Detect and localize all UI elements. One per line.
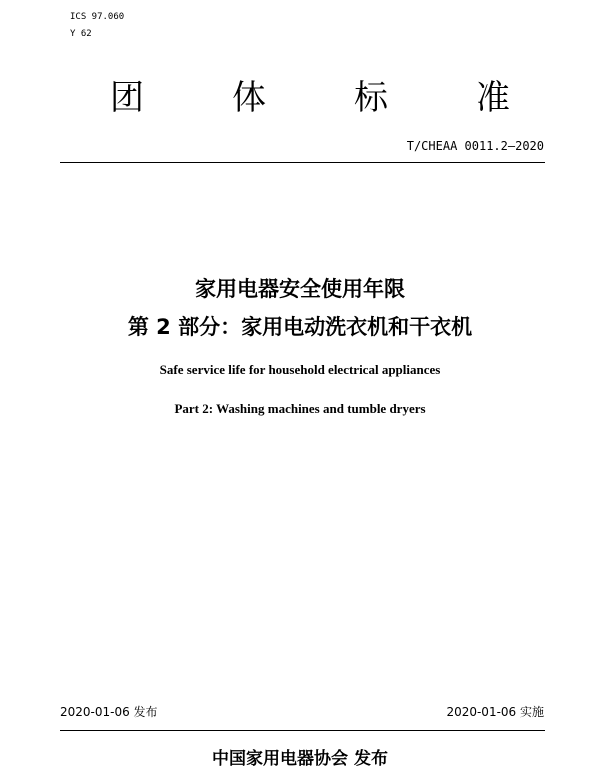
issue-date: 2020-01-06 发布: [60, 705, 158, 719]
top-divider: [60, 162, 545, 163]
title-english-line-1: Safe service life for household electrical appliances: [159, 362, 441, 377]
standard-type-heading: [110, 76, 510, 120]
bottom-divider: [60, 730, 545, 731]
standard-type-char: 体: [232, 78, 266, 118]
title-chinese-line-2: 第 2 部分：家用电动洗衣机和干衣机: [127, 315, 473, 339]
ics-code: ICS 97.060: [70, 12, 125, 22]
ccs-code: Y 62: [70, 29, 92, 39]
standard-number: T/CHEAA 0011.2—2020: [406, 139, 544, 153]
standard-type-char: 团: [110, 78, 144, 118]
title-english-line-2: Part 2: Washing machines and tumble dryers: [174, 401, 426, 416]
publisher: 中国家用电器协会 发布: [212, 749, 388, 769]
standard-type-char: 准: [476, 78, 510, 118]
implementation-date: 2020-01-06 实施: [446, 705, 544, 719]
standard-type-char: 标: [354, 78, 388, 118]
title-chinese-line-1: 家用电器安全使用年限: [195, 277, 405, 301]
